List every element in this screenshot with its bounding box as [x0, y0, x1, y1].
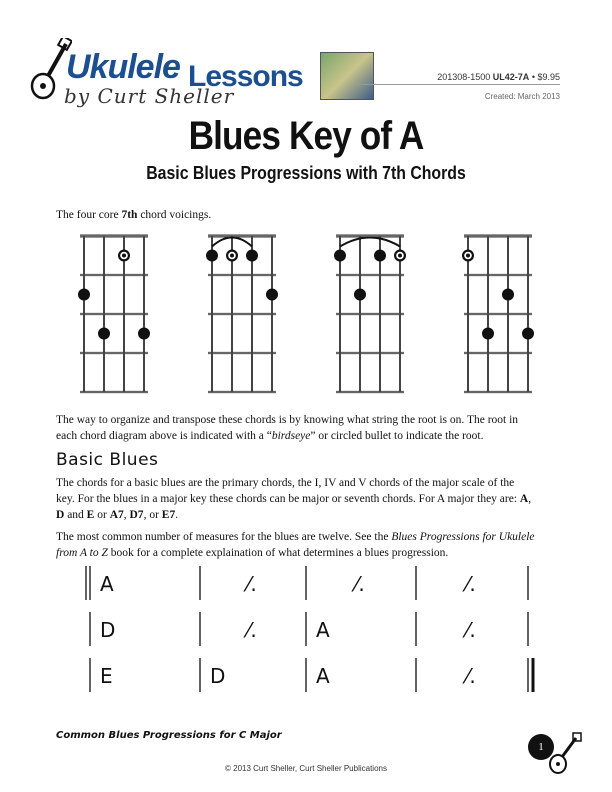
mp-book-title-2: from A to Z: [56, 547, 108, 559]
bb-comma2: ,: [123, 509, 130, 521]
chord-symbol: D: [210, 664, 226, 688]
chord-symbol: A: [316, 664, 330, 688]
chord-diagram-4: [462, 232, 538, 398]
bb-chord-d7: D7: [129, 509, 144, 521]
root-text-2: each chord diagram above is indicated with a “: [56, 430, 272, 442]
finger-dot: [374, 250, 386, 262]
product-info: 201308-1500 UL42-7A • $9.95: [437, 72, 560, 82]
chord-diagram-3: [334, 232, 410, 398]
bb-chord-e7: E7: [161, 509, 176, 521]
intro-bold: 7th: [121, 209, 138, 221]
finger-dot: [354, 289, 366, 301]
finger-dot: [522, 328, 534, 340]
intro-text-end: chord voicings.: [137, 209, 212, 221]
bb-chord-a7: A7: [109, 509, 124, 521]
measures-paragraph: [56, 529, 556, 561]
root-center: [466, 254, 470, 258]
root-text-3: ” or circled bullet to indicate the root.: [310, 430, 484, 442]
logo-author-text: by Curt Sheller: [64, 84, 235, 108]
barre-arc: [340, 238, 400, 247]
root-center: [122, 254, 126, 258]
created-date: Created: March 2013: [484, 92, 560, 101]
chord-symbol: E: [100, 664, 113, 688]
repeat-sign: ⁄.: [466, 664, 476, 688]
chord-symbol: A: [316, 618, 330, 642]
finger-dot: [98, 328, 110, 340]
price: $9.95: [537, 72, 560, 82]
bb-chord-e: E: [86, 509, 95, 521]
finger-dot: [246, 250, 258, 262]
finger-dot: [482, 328, 494, 340]
basic-blues-paragraph: [56, 475, 556, 523]
finger-dot: [334, 250, 346, 262]
finger-dot: [502, 289, 514, 301]
footer-title: Common Blues Progressions for C Major: [56, 730, 282, 741]
mp-text-1: The most common number of measures for the blues are twelve. See the: [56, 531, 392, 543]
bb-and: and: [64, 509, 87, 521]
page-number: 1: [528, 734, 554, 760]
bb-chord-a: A: [519, 493, 529, 505]
bb-comma: ,: [528, 493, 532, 505]
intro-text: The four core: [56, 209, 122, 221]
finger-dot: [266, 289, 278, 301]
logo-ukulele-text: Ukulele: [66, 48, 180, 86]
product-code: 201308-1500: [437, 72, 491, 82]
chord-diagram-1: [78, 232, 154, 398]
logo-lessons-text: Lessons: [188, 60, 303, 93]
root-text-1: The way to organize and transpose these chords is by knowing what string the root is on. The root in: [56, 414, 519, 426]
root-center: [398, 254, 402, 258]
page-title: Blues Key of A: [188, 114, 424, 158]
repeat-sign: ⁄.: [247, 572, 257, 596]
product-id: UL42-7A: [492, 72, 530, 82]
chord-symbol: D: [100, 618, 116, 642]
repeat-sign: ⁄.: [355, 572, 365, 596]
mp-book-title-1: Blues Progressions for Ukulele: [391, 531, 535, 543]
mp-text-2: book for a complete explaination of what determines a blues progression.: [107, 547, 449, 559]
chord-symbol: A: [100, 572, 114, 596]
bb-text-2: key. For the blues in a major key these chords can be major or seventh chords. For A major they are:: [56, 493, 520, 505]
root-center: [230, 254, 234, 258]
repeat-sign: ⁄.: [466, 618, 476, 642]
bb-chord-d: D: [56, 509, 65, 521]
header-rule: [356, 84, 560, 85]
repeat-sign: ⁄.: [466, 572, 476, 596]
page-subtitle: Basic Blues Progressions with 7th Chords: [146, 163, 466, 183]
progression-grid: [80, 562, 540, 694]
bb-text-1: The chords for a basic blues are the primary chords, the I, IV and V chords of the major scale of the: [56, 477, 515, 489]
intro-paragraph: [56, 207, 556, 223]
copyright: © 2013 Curt Sheller, Curt Sheller Publications: [225, 764, 387, 773]
finger-dot: [206, 250, 218, 262]
author-photo: [320, 52, 374, 100]
bb-or2: , or: [143, 509, 162, 521]
bb-end: .: [175, 509, 179, 521]
repeat-sign: ⁄.: [247, 618, 257, 642]
chord-diagram-2: [206, 232, 282, 398]
finger-dot: [138, 328, 150, 340]
finger-dot: [78, 289, 90, 301]
section-heading: Basic Blues: [56, 450, 159, 470]
bb-or: or: [94, 509, 110, 521]
root-em: birdseye: [271, 430, 311, 442]
logo: [28, 38, 388, 108]
root-paragraph: [56, 412, 556, 444]
